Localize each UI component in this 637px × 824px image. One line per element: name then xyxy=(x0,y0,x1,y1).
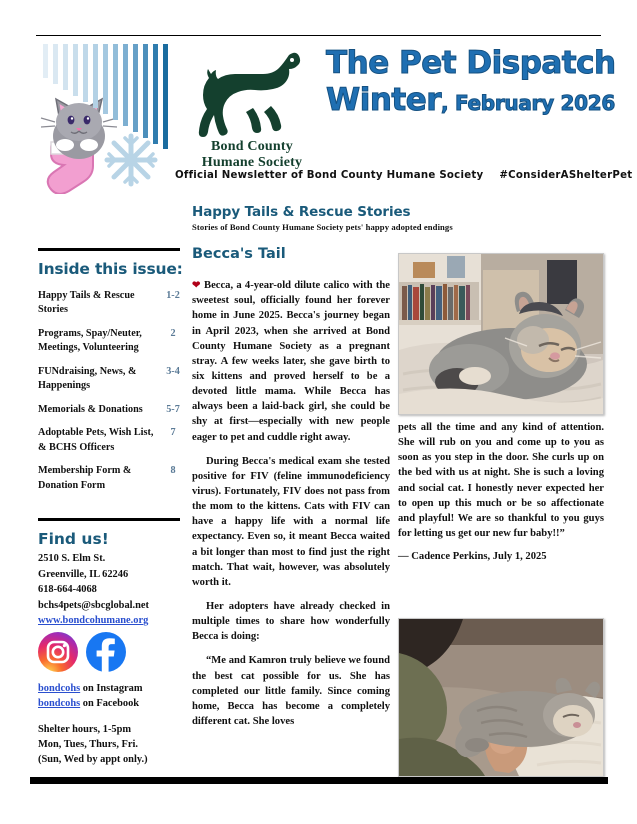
gradient-bar xyxy=(73,44,78,96)
social-icons xyxy=(38,632,188,676)
dog-logo-icon xyxy=(193,46,311,138)
issue-season: Winter xyxy=(326,81,442,118)
toc-entry-label: Happy Tails & Rescue Stories xyxy=(38,290,135,316)
bottom-divider-bar xyxy=(30,777,608,784)
issue-line xyxy=(326,82,614,118)
newsletter-title-block xyxy=(326,45,616,118)
hours-line-1: Shelter hours, 1-5pm xyxy=(38,724,132,735)
inside-this-issue-heading: Inside this issue: xyxy=(38,260,183,278)
shelter-hours xyxy=(38,722,198,767)
article-paragraph-1 xyxy=(192,278,390,445)
article-paragraph-2: During Becca's medical exam she tested positive for FIV (feline immunodeficiency virus). Fortunately, FIV does not pass from the mom to the kittens. Cats with FIV can have a happy life with a normal life expectancy. Even so, it meant Becca waited a bit longer than most to find just the right match. That wait, however, was absolutely worth it. xyxy=(192,455,390,588)
hours-line-3: (Sun, Wed by appt only.) xyxy=(38,754,148,766)
social-handles xyxy=(38,681,198,711)
masthead xyxy=(30,42,633,187)
gradient-bar xyxy=(113,44,118,120)
logo-line-2: Humane Society xyxy=(201,155,303,171)
toc-entry-pages: 3-4 xyxy=(166,365,180,377)
hours-line-2: Mon, Tues, Thurs, Fri. xyxy=(38,739,138,751)
organization-logo xyxy=(182,46,322,186)
address-line-2: Greenville, IL 62246 xyxy=(38,568,129,580)
facebook-suffix: on Facebook xyxy=(80,698,140,710)
gradient-bar xyxy=(123,44,128,126)
toc-entry-label: Adoptable Pets, Wish List, & BCHS Officers xyxy=(38,427,154,453)
sidebar-inside-this-issue xyxy=(38,248,186,502)
gradient-bar xyxy=(83,44,88,102)
newsletter-title: The Pet Dispatch xyxy=(326,45,616,81)
gradient-bar xyxy=(53,44,58,84)
facebook-handle-line xyxy=(38,696,198,711)
toc-entry[interactable] xyxy=(38,365,186,394)
photo-becca-resting xyxy=(398,253,604,415)
toc-entry[interactable] xyxy=(38,403,186,417)
cat-with-person-photo xyxy=(399,619,603,776)
top-divider-rule xyxy=(36,35,601,36)
gradient-bar xyxy=(103,44,108,114)
tagline-text: Official Newsletter of Bond County Humane Society xyxy=(175,170,484,181)
instagram-icon[interactable] xyxy=(38,632,78,672)
facebook-icon[interactable] xyxy=(86,632,126,672)
toc-entry-pages: 8 xyxy=(170,465,176,477)
toc-entry-label: FUNdraising, News, & Happenings xyxy=(38,365,137,392)
newsletter-tagline xyxy=(175,170,633,181)
heart-icon: ❤ xyxy=(192,280,201,291)
gradient-bars-decoration xyxy=(43,44,175,149)
toc-entry-label: Memorials & Donations xyxy=(38,403,143,415)
toc-entry-label: Programs, Spay/Neuter, Meetings, Volunteering xyxy=(38,327,142,354)
address-line-1: 2510 S. Elm St. xyxy=(38,553,106,564)
article-paragraph-3: Her adopters have already checked in multiple times to share how wonderfully Becca is doing: xyxy=(192,600,390,643)
logo-line-1: Bond County xyxy=(211,139,293,154)
toc-entry-label: Membership Form & Donation Form xyxy=(38,465,132,491)
find-us-block xyxy=(38,518,193,629)
cat-on-blanket-photo xyxy=(399,254,603,414)
gradient-bar xyxy=(93,44,98,108)
quote-attribution: — Cadence Perkins, July 1, 2025 xyxy=(398,551,547,563)
instagram-suffix: on Instagram xyxy=(80,683,143,694)
section-subheading: Stories of Bond County Humane Society pets' happy adopted endings xyxy=(192,222,453,232)
gradient-bar xyxy=(143,44,148,138)
winter-cat-decoration xyxy=(35,44,183,194)
gradient-bar xyxy=(163,44,168,149)
gradient-bar xyxy=(63,44,68,90)
facebook-handle[interactable]: bondcohs xyxy=(38,698,81,710)
toc-entry-pages: 2 xyxy=(170,327,176,339)
article-quote-part-1: “Me and Kamron truly believe we found the best cat possible for us. She has completed our little family. Since coming home, Becca has become a completely different cat. She loves xyxy=(192,655,390,727)
gradient-bar xyxy=(153,44,158,144)
article-column-right xyxy=(398,420,604,562)
find-us-heading: Find us! xyxy=(38,530,109,548)
section-heading: Happy Tails & Rescue Stories xyxy=(192,204,411,220)
toc-entry-pages: 5-7 xyxy=(166,403,180,415)
gradient-bar xyxy=(133,44,138,132)
article-column-left xyxy=(192,278,390,738)
toc-entry[interactable] xyxy=(38,289,186,318)
website-link[interactable]: www.bondcohumane.org xyxy=(38,615,149,627)
toc-entry-pages: 1-2 xyxy=(166,290,180,301)
hashtag: #ConsiderAShelterPet xyxy=(499,170,633,181)
story-heading: Becca's Tail xyxy=(192,246,286,262)
issue-date: , February 2026 xyxy=(441,90,615,115)
instagram-handle-line xyxy=(38,681,198,696)
toc-entry[interactable] xyxy=(38,426,186,455)
find-us-divider-rule xyxy=(38,518,180,521)
toc-entry[interactable] xyxy=(38,464,186,493)
email-address: bchs4pets@sbcglobal.net xyxy=(38,599,149,611)
toc-entry[interactable] xyxy=(38,327,186,356)
sidebar-divider-rule xyxy=(38,248,180,251)
phone-number: 618-664-4068 xyxy=(38,584,97,596)
gradient-bar xyxy=(43,44,48,78)
table-of-contents xyxy=(38,289,186,493)
photo-becca-with-adopter xyxy=(398,618,604,777)
toc-entry-pages: 7 xyxy=(170,427,176,439)
article-paragraph-1-text: Becca, a 4-year-old dilute calico with the sweetest soul, officially found her forever home in June 2025. Becca's journey began in April 2023, when she arrived at Bond County Humane Society as a pregnant stray. A few weeks later, she gave birth to six kittens and proved herself to be a devoted little mama. While Becca has always been a laid-back girl, she could be shy at first—especially with new people eager to pet and cuddle right away. xyxy=(192,280,390,443)
article-quote-part-2: pets all the time and any kind of attention. She will rub on you and come up to you as soon as you step in the door. She curls up on the bed with us at night. She is such a loving and social cat. I honestly never expected her to open up this much or be so affectionate and playful! We are so thankful to you guys for letting us get our new fur baby!!” xyxy=(398,422,604,539)
instagram-handle[interactable]: bondcohs xyxy=(38,683,81,694)
